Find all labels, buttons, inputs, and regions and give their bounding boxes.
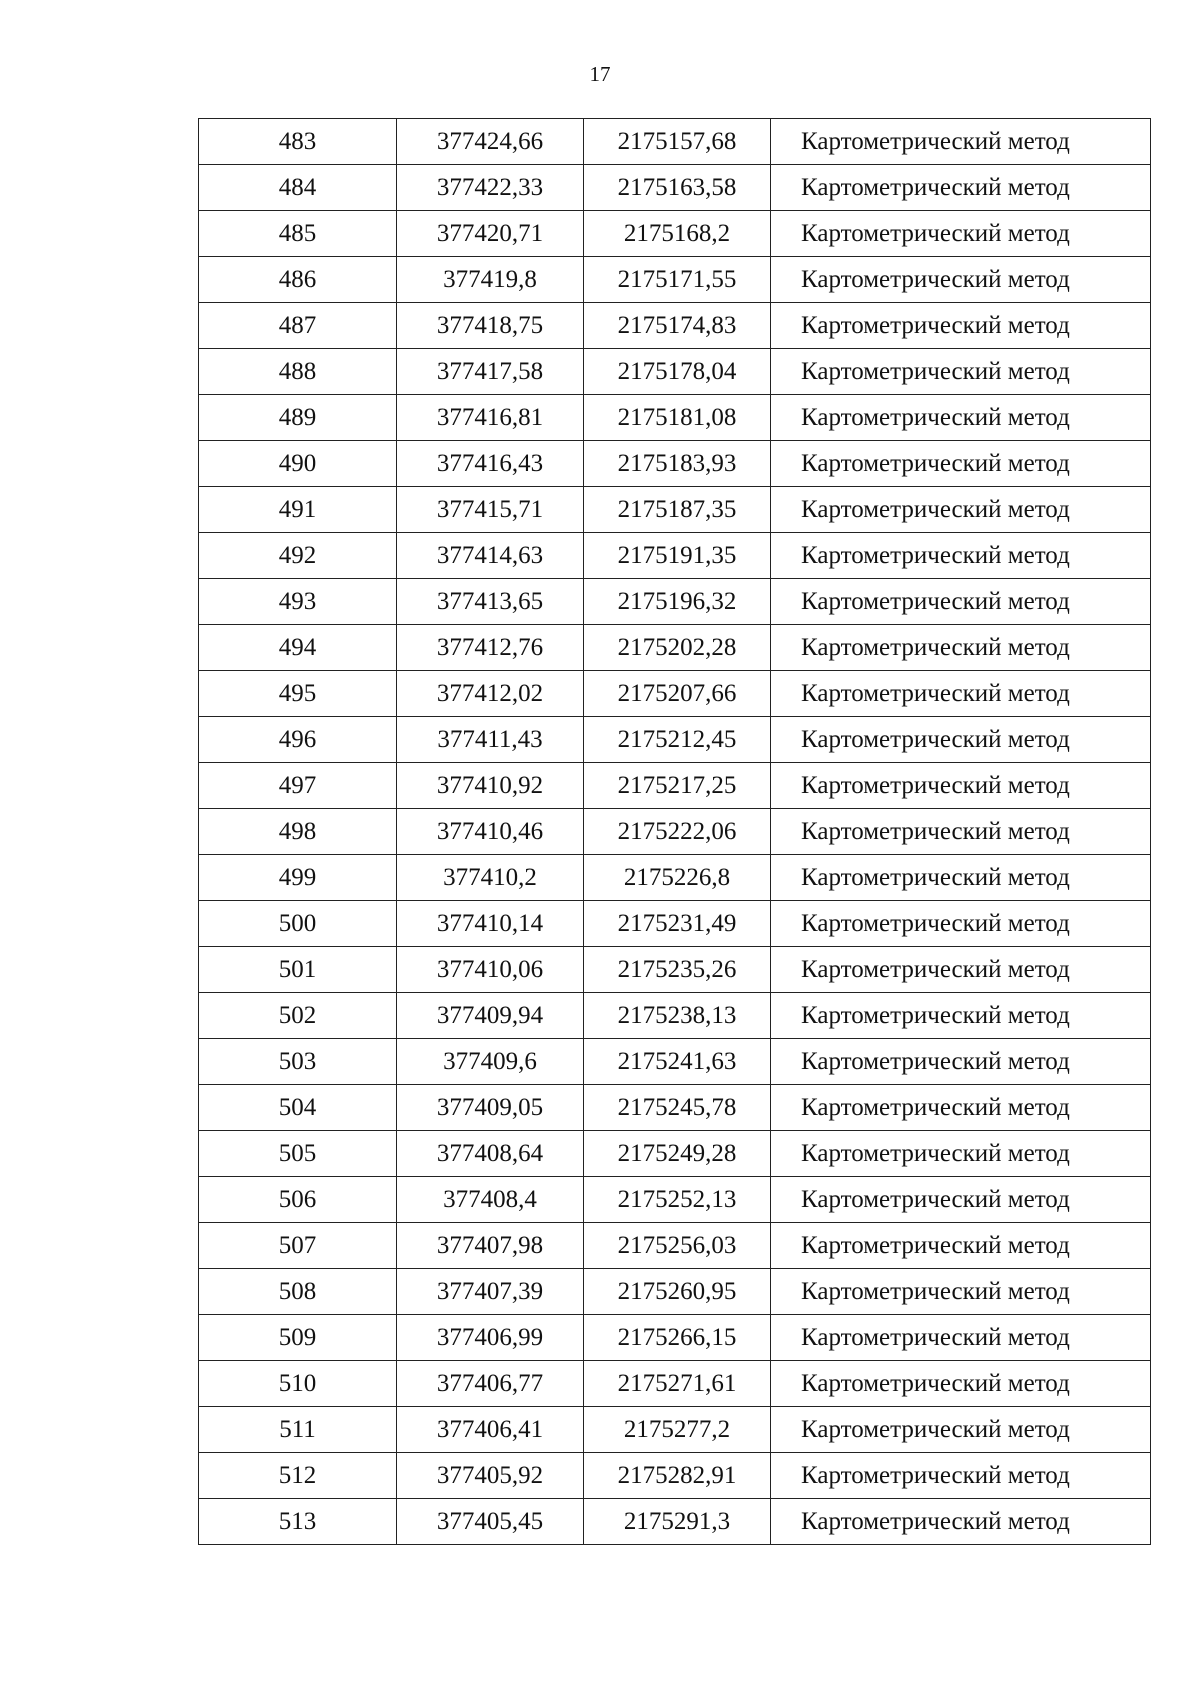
x-coordinate-cell: 377410,14 <box>397 901 584 947</box>
y-coordinate-cell: 2175207,66 <box>584 671 771 717</box>
y-coordinate-cell: 2175196,32 <box>584 579 771 625</box>
y-coordinate-cell: 2175266,15 <box>584 1315 771 1361</box>
point-number-cell: 495 <box>199 671 397 717</box>
method-cell: Картометрический метод <box>771 1177 1151 1223</box>
table-row <box>199 855 1151 901</box>
y-coordinate-cell: 2175271,61 <box>584 1361 771 1407</box>
method-cell: Картометрический метод <box>771 441 1151 487</box>
point-number-cell: 508 <box>199 1269 397 1315</box>
method-cell: Картометрический метод <box>771 671 1151 717</box>
table-row <box>199 671 1151 717</box>
point-number-cell: 504 <box>199 1085 397 1131</box>
point-number-cell: 502 <box>199 993 397 1039</box>
y-coordinate-cell: 2175256,03 <box>584 1223 771 1269</box>
point-number-cell: 503 <box>199 1039 397 1085</box>
x-coordinate-cell: 377417,58 <box>397 349 584 395</box>
table-row <box>199 211 1151 257</box>
x-coordinate-cell: 377408,64 <box>397 1131 584 1177</box>
table-row <box>199 165 1151 211</box>
x-coordinate-cell: 377414,63 <box>397 533 584 579</box>
x-coordinate-cell: 377407,39 <box>397 1269 584 1315</box>
y-coordinate-cell: 2175222,06 <box>584 809 771 855</box>
method-cell: Картометрический метод <box>771 1039 1151 1085</box>
x-coordinate-cell: 377409,94 <box>397 993 584 1039</box>
y-coordinate-cell: 2175178,04 <box>584 349 771 395</box>
point-number-cell: 507 <box>199 1223 397 1269</box>
x-coordinate-cell: 377422,33 <box>397 165 584 211</box>
x-coordinate-cell: 377416,43 <box>397 441 584 487</box>
point-number-cell: 505 <box>199 1131 397 1177</box>
method-cell: Картометрический метод <box>771 1407 1151 1453</box>
y-coordinate-cell: 2175291,3 <box>584 1499 771 1545</box>
table-row <box>199 947 1151 993</box>
method-cell: Картометрический метод <box>771 349 1151 395</box>
point-number-cell: 490 <box>199 441 397 487</box>
y-coordinate-cell: 2175238,13 <box>584 993 771 1039</box>
point-number-cell: 509 <box>199 1315 397 1361</box>
y-coordinate-cell: 2175202,28 <box>584 625 771 671</box>
method-cell: Картометрический метод <box>771 625 1151 671</box>
x-coordinate-cell: 377413,65 <box>397 579 584 625</box>
table-row <box>199 717 1151 763</box>
y-coordinate-cell: 2175235,26 <box>584 947 771 993</box>
table-row <box>199 1131 1151 1177</box>
point-number-cell: 500 <box>199 901 397 947</box>
point-number-cell: 493 <box>199 579 397 625</box>
table-row <box>199 579 1151 625</box>
y-coordinate-cell: 2175183,93 <box>584 441 771 487</box>
point-number-cell: 492 <box>199 533 397 579</box>
table-row <box>199 625 1151 671</box>
method-cell: Картометрический метод <box>771 1269 1151 1315</box>
x-coordinate-cell: 377409,05 <box>397 1085 584 1131</box>
y-coordinate-cell: 2175249,28 <box>584 1131 771 1177</box>
point-number-cell: 498 <box>199 809 397 855</box>
method-cell: Картометрический метод <box>771 257 1151 303</box>
method-cell: Картометрический метод <box>771 1131 1151 1177</box>
point-number-cell: 486 <box>199 257 397 303</box>
method-cell: Картометрический метод <box>771 855 1151 901</box>
coordinates-table <box>198 118 1151 1545</box>
x-coordinate-cell: 377420,71 <box>397 211 584 257</box>
point-number-cell: 485 <box>199 211 397 257</box>
table-row <box>199 1223 1151 1269</box>
point-number-cell: 513 <box>199 1499 397 1545</box>
x-coordinate-cell: 377410,92 <box>397 763 584 809</box>
x-coordinate-cell: 377410,46 <box>397 809 584 855</box>
x-coordinate-cell: 377418,75 <box>397 303 584 349</box>
table-row <box>199 1039 1151 1085</box>
point-number-cell: 491 <box>199 487 397 533</box>
method-cell: Картометрический метод <box>771 487 1151 533</box>
table-row <box>199 303 1151 349</box>
point-number-cell: 512 <box>199 1453 397 1499</box>
x-coordinate-cell: 377410,2 <box>397 855 584 901</box>
table-row <box>199 1453 1151 1499</box>
table-row <box>199 441 1151 487</box>
method-cell: Картометрический метод <box>771 579 1151 625</box>
y-coordinate-cell: 2175252,13 <box>584 1177 771 1223</box>
table-row <box>199 1407 1151 1453</box>
method-cell: Картометрический метод <box>771 1453 1151 1499</box>
table-row <box>199 1361 1151 1407</box>
table-row <box>199 395 1151 441</box>
y-coordinate-cell: 2175212,45 <box>584 717 771 763</box>
x-coordinate-cell: 377412,76 <box>397 625 584 671</box>
table-row <box>199 993 1151 1039</box>
table-row <box>199 1499 1151 1545</box>
method-cell: Картометрический метод <box>771 165 1151 211</box>
y-coordinate-cell: 2175226,8 <box>584 855 771 901</box>
y-coordinate-cell: 2175231,49 <box>584 901 771 947</box>
method-cell: Картометрический метод <box>771 303 1151 349</box>
method-cell: Картометрический метод <box>771 947 1151 993</box>
method-cell: Картометрический метод <box>771 1361 1151 1407</box>
y-coordinate-cell: 2175277,2 <box>584 1407 771 1453</box>
table-row <box>199 1315 1151 1361</box>
x-coordinate-cell: 377415,71 <box>397 487 584 533</box>
x-coordinate-cell: 377407,98 <box>397 1223 584 1269</box>
x-coordinate-cell: 377405,92 <box>397 1453 584 1499</box>
point-number-cell: 497 <box>199 763 397 809</box>
table-row <box>199 763 1151 809</box>
page-number: 17 <box>589 62 611 86</box>
y-coordinate-cell: 2175171,55 <box>584 257 771 303</box>
x-coordinate-cell: 377410,06 <box>397 947 584 993</box>
method-cell: Картометрический метод <box>771 763 1151 809</box>
y-coordinate-cell: 2175163,58 <box>584 165 771 211</box>
x-coordinate-cell: 377411,43 <box>397 717 584 763</box>
point-number-cell: 499 <box>199 855 397 901</box>
point-number-cell: 484 <box>199 165 397 211</box>
table-row <box>199 349 1151 395</box>
table-row <box>199 1269 1151 1315</box>
x-coordinate-cell: 377406,99 <box>397 1315 584 1361</box>
method-cell: Картометрический метод <box>771 1315 1151 1361</box>
y-coordinate-cell: 2175217,25 <box>584 763 771 809</box>
method-cell: Картометрический метод <box>771 119 1151 165</box>
method-cell: Картометрический метод <box>771 717 1151 763</box>
point-number-cell: 511 <box>199 1407 397 1453</box>
y-coordinate-cell: 2175260,95 <box>584 1269 771 1315</box>
x-coordinate-cell: 377412,02 <box>397 671 584 717</box>
x-coordinate-cell: 377406,41 <box>397 1407 584 1453</box>
x-coordinate-cell: 377408,4 <box>397 1177 584 1223</box>
point-number-cell: 496 <box>199 717 397 763</box>
x-coordinate-cell: 377416,81 <box>397 395 584 441</box>
point-number-cell: 489 <box>199 395 397 441</box>
table-row <box>199 901 1151 947</box>
y-coordinate-cell: 2175157,68 <box>584 119 771 165</box>
method-cell: Картометрический метод <box>771 533 1151 579</box>
table-row <box>199 809 1151 855</box>
point-number-cell: 494 <box>199 625 397 671</box>
method-cell: Картометрический метод <box>771 395 1151 441</box>
point-number-cell: 483 <box>199 119 397 165</box>
method-cell: Картометрический метод <box>771 1085 1151 1131</box>
point-number-cell: 506 <box>199 1177 397 1223</box>
x-coordinate-cell: 377406,77 <box>397 1361 584 1407</box>
table-row <box>199 1177 1151 1223</box>
method-cell: Картометрический метод <box>771 809 1151 855</box>
table-body <box>199 119 1151 1545</box>
method-cell: Картометрический метод <box>771 901 1151 947</box>
table-row <box>199 533 1151 579</box>
table-row <box>199 257 1151 303</box>
method-cell: Картометрический метод <box>771 1223 1151 1269</box>
point-number-cell: 487 <box>199 303 397 349</box>
y-coordinate-cell: 2175174,83 <box>584 303 771 349</box>
point-number-cell: 488 <box>199 349 397 395</box>
x-coordinate-cell: 377419,8 <box>397 257 584 303</box>
point-number-cell: 510 <box>199 1361 397 1407</box>
table-row <box>199 1085 1151 1131</box>
y-coordinate-cell: 2175282,91 <box>584 1453 771 1499</box>
y-coordinate-cell: 2175187,35 <box>584 487 771 533</box>
method-cell: Картометрический метод <box>771 1499 1151 1545</box>
x-coordinate-cell: 377424,66 <box>397 119 584 165</box>
y-coordinate-cell: 2175241,63 <box>584 1039 771 1085</box>
y-coordinate-cell: 2175191,35 <box>584 533 771 579</box>
x-coordinate-cell: 377405,45 <box>397 1499 584 1545</box>
method-cell: Картометрический метод <box>771 993 1151 1039</box>
method-cell: Картометрический метод <box>771 211 1151 257</box>
x-coordinate-cell: 377409,6 <box>397 1039 584 1085</box>
table-row <box>199 487 1151 533</box>
y-coordinate-cell: 2175181,08 <box>584 395 771 441</box>
table-row <box>199 119 1151 165</box>
y-coordinate-cell: 2175168,2 <box>584 211 771 257</box>
y-coordinate-cell: 2175245,78 <box>584 1085 771 1131</box>
point-number-cell: 501 <box>199 947 397 993</box>
